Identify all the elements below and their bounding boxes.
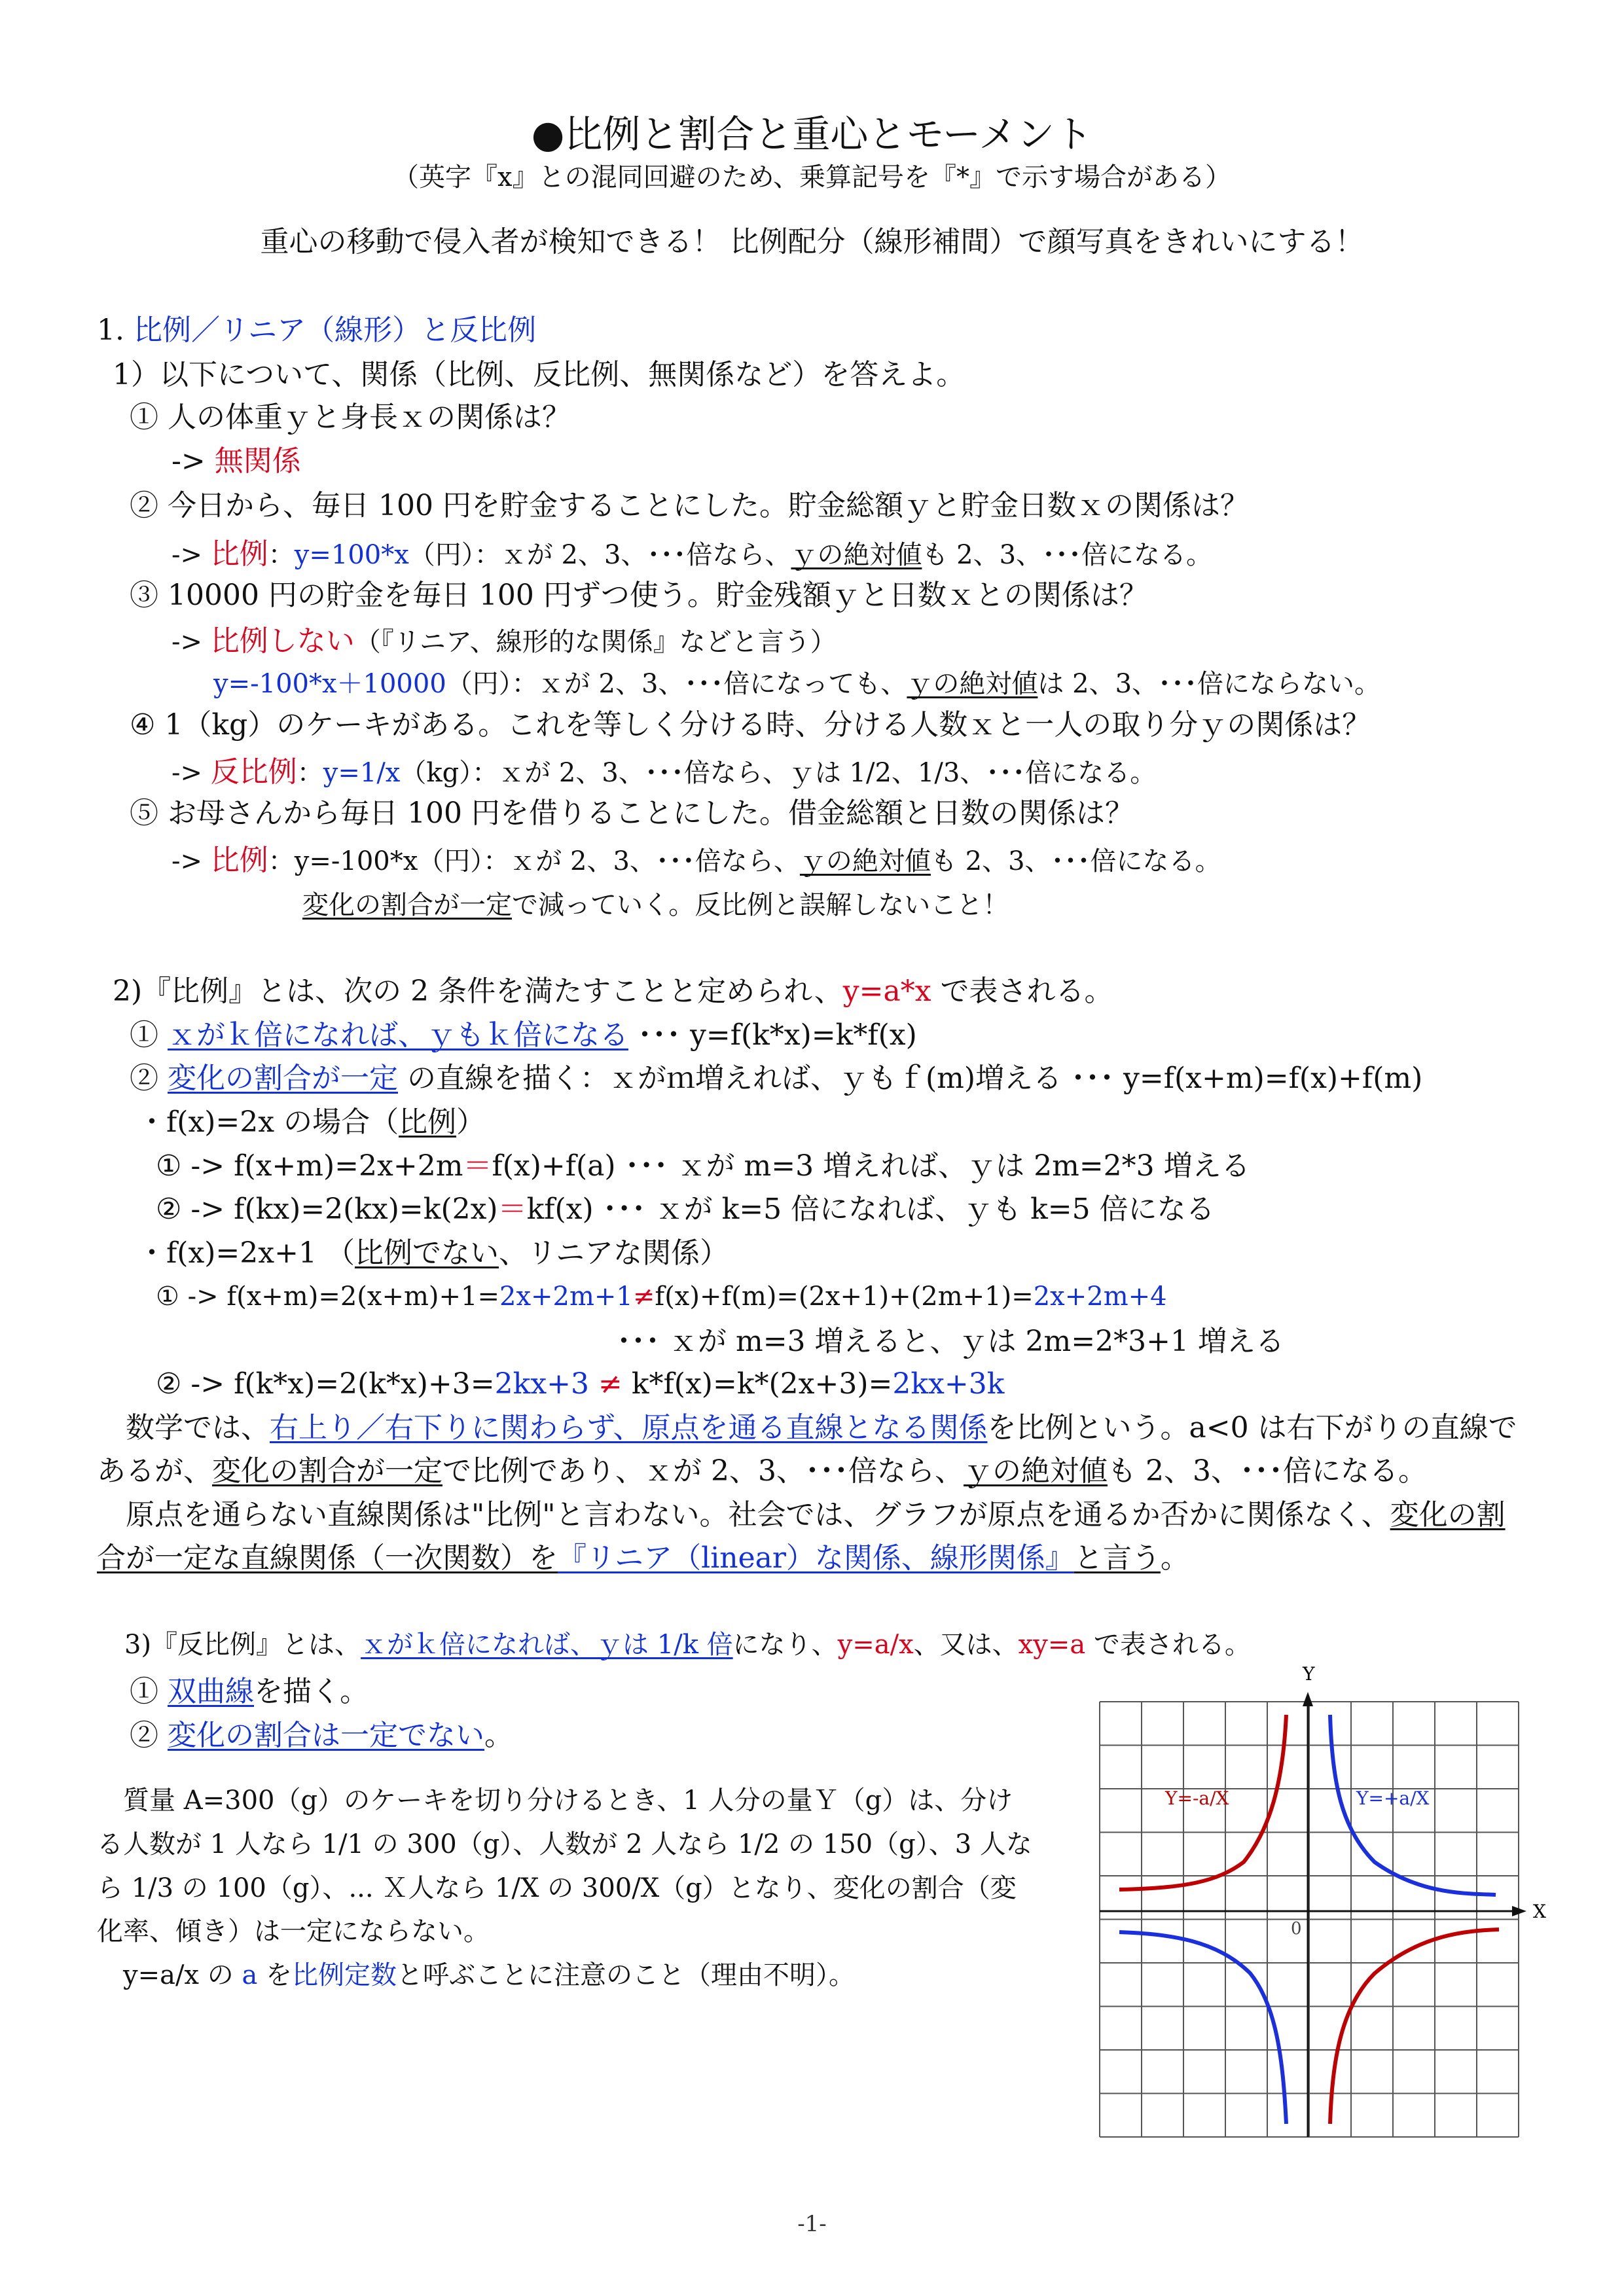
q3-last-line: y=a/x の a を比例定数と呼ぶことに注意のこと（理由不明）。 (97, 1960, 856, 1990)
y-axis-label: Y (1303, 1666, 1315, 1685)
q2-intro: 2)『比例』とは、次の 2 条件を満たすことと定められ、y=a*x で表される。 (113, 975, 1113, 1008)
q2-paragraph-line-3: 原点を通らない直線関係は"比例"と言わない。社会では、グラフが原点を通るか否かに関係なく、変化の割 (97, 1498, 1506, 1532)
origin-label: 0 (1291, 1919, 1302, 1939)
q1-item-3-formula-line: y=-100*x＋10000（円）：ｘが 2、3、･･･倍になっても、ｙの絶対値は 2、3、･･･倍にならない。 (213, 669, 1381, 699)
q1-item-3: ③ 10000 円の貯金を毎日 100 円ずつ使う。貯金残額ｙと日数ｘとの関係は？ (130, 579, 1148, 612)
q1-item-2-answer: -> 比例：y=100*x（円）：ｘが 2、3、･･･倍なら、ｙの絶対値も 2、3、･･･倍になる。 (171, 537, 1213, 571)
q2-example-2-line-1-cont: ･･･ ｘが m=3 増えると、ｙは 2m=2*3+1 増える (617, 1325, 1284, 1358)
section-number: 1. (97, 314, 124, 347)
q2-paragraph-line-1: 数学では、右上り／右下りに関わらず、原点を通る直線となる関係を比例という。a<0 は右下がりの直線で (97, 1411, 1517, 1444)
q1-item-5: ⑤ お母さんから毎日 100 円を借りることにした。借金総額と日数の関係は？ (130, 797, 1134, 830)
right-curve-label: Y=+a/X (1356, 1787, 1430, 1809)
q1-item-4-answer: -> 反比例：y=1/x（kg）：ｘが 2、3、･･･倍なら、ｙは 1/2、1/3、･･･倍になる。 (171, 755, 1157, 789)
hyperbola-neg-lower-right-main (1330, 1929, 1499, 2124)
q3-intro: 3)『反比例』とは、ｘがｋ倍になれば、ｙは 1/k 倍になり、y=a/x、又は、xy=a で表される。 (124, 1630, 1251, 1660)
q3-item-1: ① 双曲線を描く。 (130, 1675, 369, 1708)
section-heading (97, 314, 536, 348)
q2-example-1-line-2: ② -> f(kx)=2(kx)=k(2x)＝kf(x) ･･･ ｘが k=5 倍になれば、ｙも k=5 倍になる (156, 1193, 1215, 1226)
q2-example-2-line-2: ② -> f(k*x)=2(k*x)+3=2kx+3 ≠ k*f(x)=k*(2x+3)=2kx+3k (156, 1367, 1005, 1401)
page-subtitle: （英字『x』との混同回避のため、乗算記号を『*』で示す場合がある） (393, 162, 1231, 192)
answer-label: 比例 (210, 844, 268, 877)
q3-item-2: ② 変化の割合は一定でない。 (130, 1719, 513, 1752)
tagline: 重心の移動で侵入者が検知できる！ 比例配分（線形補間）で顔写真をきれいにする！ (260, 225, 1364, 259)
q1-item-1: ① 人の体重ｙと身長ｘの関係は？ (130, 401, 571, 434)
formula: y=-100*x＋10000 (213, 669, 446, 699)
q1-intro: 1）以下について、関係（比例、反比例、無関係など）を答えよ。 (113, 358, 965, 391)
q3-paragraph-line-2: る人数が 1 人なら 1/1 の 300（g）、人数が 2 人なら 1/2 の 150（g）、3 人な (97, 1829, 1032, 1859)
q2-condition-1: ① ｘがｋ倍になれば、ｙもｋ倍になる ･･･ y=f(k*x)=k*f(x) (130, 1018, 917, 1052)
page-number: -1- (797, 2211, 827, 2237)
q2-paragraph-line-2: あるが、変化の割合が一定で比例であり、ｘが 2、3、･･･倍なら、ｙの絶対値も 2、3、･･･倍になる。 (97, 1454, 1427, 1488)
section-title: 比例／リニア（線形）と反比例 (133, 314, 537, 347)
y-axis-arrow-icon (1303, 1692, 1313, 1706)
formula: y=a*x (842, 975, 931, 1008)
q2-example-2-line-1: ① -> f(x+m)=2(x+m)+1=2x+2m+1≠f(x)+f(m)=(2x+1)+(2m+1)=2x+2m+4 (156, 1282, 1167, 1312)
q3-paragraph-line-4: 化率、傾き）は一定にならない。 (97, 1916, 490, 1946)
q1-item-5-answer: -> 比例：y=-100*x（円）：ｘが 2、3、･･･倍なら、ｙの絶対値も 2、3、･･･倍になる。 (171, 844, 1221, 877)
x-axis-label: X (1533, 1901, 1546, 1922)
left-curve-label: Y=-a/X (1165, 1787, 1229, 1809)
formula: y=100*x (294, 540, 409, 570)
q1-item-1-answer: -> 無関係 (171, 444, 301, 478)
answer-label: 反比例 (210, 755, 297, 789)
page-title: ●比例と割合と重心とモーメント (531, 112, 1093, 156)
formula: y=1/x (323, 758, 401, 788)
hyperbola-pos-lower-left (1119, 1932, 1286, 2124)
answer-label: 比例 (210, 537, 268, 571)
answer-label: 無関係 (214, 444, 301, 478)
q1-item-3-answer: -> 比例しない（『リニア、線形的な関係』などと言う） (171, 624, 837, 658)
q2-example-1: ・f(x)=2x の場合（比例） (137, 1105, 486, 1139)
q1-item-5-note: 変化の割合が一定で減っていく。反比例と誤解しないこと！ (302, 890, 1009, 920)
q3-paragraph-line-1: 質量 A=300（g）のケーキを切り分けるとき、1 人分の量Ｙ（g）は、分け (97, 1785, 1013, 1816)
hyperbola-graph (1087, 1666, 1558, 2150)
q2-example-2: ・f(x)=2x+1 （比例でない、リニアな関係） (137, 1236, 729, 1270)
q3-paragraph-line-3: ら 1/3 の 100（g）、... Ｘ人なら 1/X の 300/X（g）となり、変化の割合（変 (97, 1873, 1017, 1903)
q2-paragraph-line-4: 合が一定な直線関係（一次関数）を『リニア（linear）な関係、線形関係』と言う。 (97, 1541, 1189, 1575)
q2-condition-2: ② 変化の割合が一定 の直線を描く：ｘがｍ増えれば、ｙもｆ(m)増える ･･･ y=f(x+m)=f(x)+f(m) (130, 1062, 1423, 1095)
graph-grid (1100, 1702, 1519, 2137)
q1-item-2: ② 今日から、毎日 100 円を貯金することにした。貯金総額ｙと貯金日数ｘの関係は？ (130, 489, 1249, 522)
q2-example-1-line-1: ① -> f(x+m)=2x+2m＝f(x)+f(a) ･･･ ｘが m=3 増えれば、ｙは 2m=2*3 増える (156, 1149, 1250, 1183)
answer-label: 比例しない (210, 624, 355, 658)
q1-item-4: ④ 1（kg）のケーキがある。これを等しく分ける時、分ける人数ｘと一人の取り分ｙの関係は？ (130, 708, 1371, 742)
